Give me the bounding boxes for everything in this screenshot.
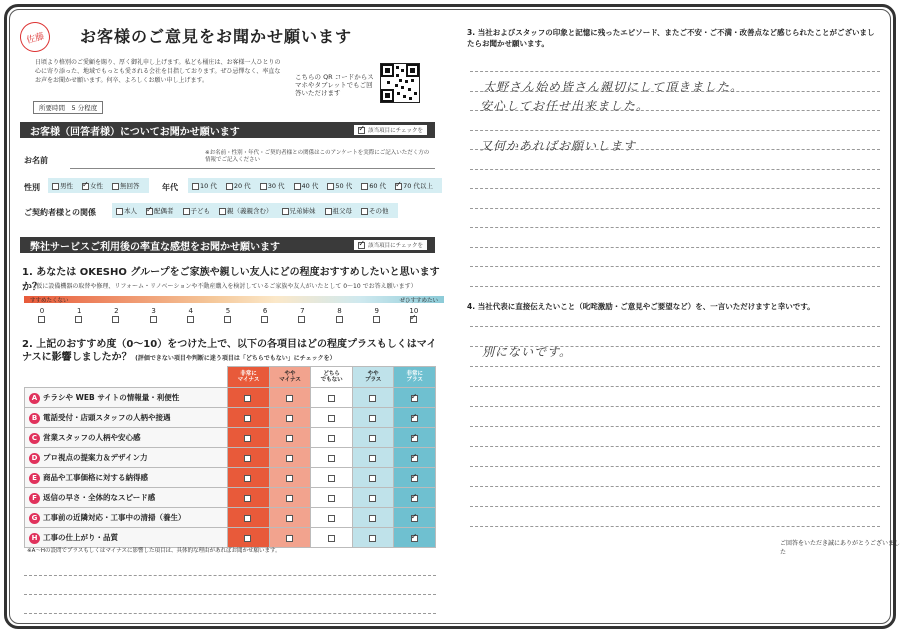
grid-checkbox[interactable] bbox=[286, 455, 293, 462]
item-letter-badge: D bbox=[29, 453, 40, 464]
scale-checkbox[interactable] bbox=[38, 316, 45, 323]
q3-answer-line: 安心してお任せ出来ました。 bbox=[480, 99, 650, 113]
q2-title bbox=[22, 338, 437, 365]
grid-cell[interactable] bbox=[394, 428, 436, 448]
scale-point[interactable] bbox=[247, 307, 283, 323]
age-option-label: 40 代 bbox=[301, 182, 319, 190]
answer-line[interactable] bbox=[470, 247, 880, 248]
scale-number: 1 bbox=[76, 307, 82, 315]
gender-label: 性別 bbox=[24, 183, 40, 192]
grid-checkbox[interactable] bbox=[328, 415, 335, 422]
grid-cell[interactable] bbox=[269, 488, 311, 508]
grid-checkbox[interactable] bbox=[286, 515, 293, 522]
grid-cell[interactable] bbox=[228, 528, 270, 548]
age-options bbox=[188, 178, 442, 193]
grid-checkbox[interactable] bbox=[411, 415, 418, 422]
grid-cell[interactable] bbox=[394, 448, 436, 468]
section1-title: お客様（回答者様）についてお聞かせ願います bbox=[30, 126, 240, 138]
gender-option-label: 無回答 bbox=[120, 182, 140, 190]
grid-cell[interactable] bbox=[269, 428, 311, 448]
grid-checkbox[interactable] bbox=[244, 435, 251, 442]
grid-row-label: チラシや WEB サイトの情報量・利便性 bbox=[43, 392, 180, 402]
answer-line[interactable] bbox=[470, 169, 880, 170]
grid-cell[interactable] bbox=[228, 388, 270, 408]
grid-cell[interactable] bbox=[311, 408, 353, 428]
grid-row bbox=[25, 528, 436, 548]
gender-option-label: 女性 bbox=[90, 182, 103, 190]
age-option-label: 50 代 bbox=[335, 182, 353, 190]
section2-header bbox=[20, 237, 435, 253]
grid-checkbox[interactable] bbox=[286, 495, 293, 502]
reason-line[interactable] bbox=[24, 575, 436, 576]
relation-checkbox[interactable] bbox=[219, 208, 226, 215]
age-checkbox[interactable] bbox=[395, 183, 402, 190]
gender-options bbox=[48, 178, 149, 193]
grid-checkbox[interactable] bbox=[411, 495, 418, 502]
answer-line[interactable] bbox=[470, 506, 880, 507]
scale-point[interactable] bbox=[359, 307, 395, 323]
recommend-scale-bar bbox=[24, 296, 444, 303]
grid-row bbox=[25, 508, 436, 528]
q2-footnote: ※A〜Hの設問でプラスもしくはマイナスに影響した項目は、具体的な理由があればお聞かせ願います。 bbox=[27, 548, 281, 554]
answer-line[interactable] bbox=[470, 227, 880, 228]
reason-line[interactable] bbox=[24, 613, 436, 614]
received-stamp: 佐藤 bbox=[17, 19, 54, 56]
grid-cell[interactable] bbox=[394, 528, 436, 548]
gender-option-label: 男性 bbox=[60, 182, 73, 190]
gender-checkbox[interactable] bbox=[52, 183, 59, 190]
grid-cell[interactable] bbox=[352, 488, 394, 508]
grid-checkbox[interactable] bbox=[411, 515, 418, 522]
grid-row bbox=[25, 448, 436, 468]
grid-checkbox[interactable] bbox=[369, 515, 376, 522]
scale-checkbox[interactable] bbox=[150, 316, 157, 323]
grid-row-label: 商品や工事価格に対する納得感 bbox=[43, 472, 148, 482]
scale-checkbox[interactable] bbox=[75, 316, 82, 323]
grid-cell[interactable] bbox=[311, 388, 353, 408]
check-hint bbox=[354, 125, 427, 135]
item-letter-badge: C bbox=[29, 433, 40, 444]
scale-checkbox[interactable] bbox=[187, 316, 194, 323]
answer-line[interactable] bbox=[470, 446, 880, 447]
scale-point[interactable] bbox=[210, 307, 246, 323]
grid-cell[interactable] bbox=[394, 468, 436, 488]
grid-checkbox[interactable] bbox=[328, 535, 335, 542]
relation-checkbox[interactable] bbox=[116, 208, 123, 215]
age-option[interactable] bbox=[395, 181, 433, 190]
scale-checkbox[interactable] bbox=[336, 316, 343, 323]
relation-option-label: 親（義親含む） bbox=[227, 207, 273, 215]
relation-option-label: 祖父母 bbox=[332, 207, 352, 215]
grid-cell[interactable] bbox=[311, 488, 353, 508]
grid-checkbox[interactable] bbox=[369, 495, 376, 502]
grid-checkbox[interactable] bbox=[369, 435, 376, 442]
relation-checkbox[interactable] bbox=[183, 208, 190, 215]
grid-cell[interactable] bbox=[311, 528, 353, 548]
grid-row-label: 電話受付・店頭スタッフの人柄や接遇 bbox=[43, 412, 171, 422]
age-option[interactable] bbox=[192, 181, 217, 190]
relation-option-label: その他 bbox=[369, 207, 389, 215]
grid-checkbox[interactable] bbox=[411, 455, 418, 462]
relation-checkbox[interactable] bbox=[146, 208, 153, 215]
grid-cell[interactable] bbox=[352, 408, 394, 428]
age-checkbox[interactable] bbox=[361, 183, 368, 190]
answer-line[interactable] bbox=[470, 326, 880, 327]
name-field[interactable] bbox=[70, 168, 435, 169]
age-option-label: 10 代 bbox=[200, 182, 217, 190]
gender-option[interactable] bbox=[82, 181, 103, 190]
scale-point[interactable] bbox=[61, 307, 97, 323]
item-letter-badge: G bbox=[29, 513, 40, 524]
item-letter-badge: H bbox=[29, 533, 40, 544]
grid-checkbox[interactable] bbox=[328, 435, 335, 442]
age-option-label: 60 代 bbox=[369, 182, 387, 190]
grid-checkbox[interactable] bbox=[244, 415, 251, 422]
answer-line[interactable] bbox=[470, 426, 880, 427]
name-label: お名前 bbox=[24, 156, 48, 165]
scale-high-label: ぜひすすめたい bbox=[399, 297, 438, 304]
relation-option[interactable] bbox=[146, 206, 174, 215]
grid-row bbox=[25, 428, 436, 448]
grid-cell[interactable] bbox=[228, 488, 270, 508]
scale-number: 2 bbox=[114, 307, 119, 315]
grid-checkbox[interactable] bbox=[286, 535, 293, 542]
q3-number: 3. bbox=[467, 28, 476, 37]
section1-header bbox=[20, 122, 435, 138]
scale-number: 5 bbox=[225, 307, 231, 315]
scale-number: 6 bbox=[262, 307, 268, 315]
scale-point[interactable] bbox=[396, 307, 432, 323]
grid-checkbox[interactable] bbox=[411, 475, 418, 482]
grid-column-header: 非常に プラス bbox=[394, 367, 436, 388]
scale-point[interactable] bbox=[173, 307, 209, 323]
q2-number: 2. bbox=[22, 339, 33, 350]
check-hint bbox=[354, 240, 427, 250]
scale-checkbox[interactable] bbox=[261, 316, 268, 323]
q2-sub: (評価できない項目や判断に迷う項目は「どちらでもない」にチェックを） bbox=[135, 355, 336, 362]
grid-cell[interactable] bbox=[311, 508, 353, 528]
age-checkbox[interactable] bbox=[192, 183, 199, 190]
section2-title: 弊社サービスご利用後の率直な感想をお聞かせ願います bbox=[30, 241, 280, 253]
grid-checkbox[interactable] bbox=[244, 535, 251, 542]
grid-checkbox[interactable] bbox=[369, 455, 376, 462]
grid-cell[interactable] bbox=[228, 428, 270, 448]
grid-cell[interactable] bbox=[352, 528, 394, 548]
scale-point[interactable] bbox=[98, 307, 134, 323]
item-letter-badge: F bbox=[29, 493, 40, 504]
scale-checkbox[interactable] bbox=[298, 316, 305, 323]
grid-cell[interactable] bbox=[269, 388, 311, 408]
scale-number: 4 bbox=[188, 307, 193, 315]
grid-row-label: 工事の仕上がり・品質 bbox=[43, 532, 118, 542]
grid-cell[interactable] bbox=[269, 508, 311, 528]
answer-line[interactable] bbox=[470, 286, 880, 287]
q1-text: あなたは OKESHO グループをご家族や親しい友人にどの程度おすすめしたいと思いますか？ bbox=[22, 267, 440, 293]
reason-line[interactable] bbox=[24, 594, 436, 595]
gender-option[interactable] bbox=[52, 181, 73, 190]
grid-checkbox[interactable] bbox=[328, 495, 335, 502]
scale-low-label: すすめたくない bbox=[30, 297, 69, 304]
grid-column-header: どちら でもない bbox=[311, 367, 353, 388]
grid-checkbox[interactable] bbox=[244, 455, 251, 462]
q4-title bbox=[467, 301, 882, 312]
age-checkbox[interactable] bbox=[294, 183, 301, 190]
q3-text: 当社およびスタッフの印象と記憶に残ったエピソード、またご不安・ご不満・改善点など感じられたことがございましたらお聞かせ願います。 bbox=[467, 28, 875, 48]
relation-options bbox=[112, 203, 398, 218]
grid-checkbox[interactable] bbox=[244, 495, 251, 502]
recommend-scale bbox=[24, 307, 432, 323]
grid-row bbox=[25, 468, 436, 488]
grid-row bbox=[25, 408, 436, 428]
check-hint-text: 該当項目にチェックを bbox=[368, 243, 423, 249]
grid-cell[interactable] bbox=[352, 388, 394, 408]
checkbox-icon bbox=[358, 242, 365, 249]
grid-cell[interactable] bbox=[269, 468, 311, 488]
age-option[interactable] bbox=[294, 181, 319, 190]
age-label: 年代 bbox=[162, 183, 178, 192]
grid-checkbox[interactable] bbox=[328, 455, 335, 462]
relation-option[interactable] bbox=[219, 206, 273, 215]
grid-column-header: 非常に マイナス bbox=[228, 367, 270, 388]
item-letter-badge: B bbox=[29, 413, 40, 424]
scale-number: 10 bbox=[409, 307, 419, 315]
grid-row-label: 営業スタッフの人柄や安心感 bbox=[43, 432, 141, 442]
grid-cell[interactable] bbox=[352, 448, 394, 468]
answer-line[interactable] bbox=[470, 130, 880, 131]
age-option-label: 70 代以上 bbox=[403, 182, 433, 190]
grid-cell[interactable] bbox=[311, 468, 353, 488]
grid-checkbox[interactable] bbox=[244, 395, 251, 402]
privacy-note: ※お名前・性別・年代・ご契約者様との関係はこのアンケートを実際にご記入いただく方の情報でご記入ください bbox=[205, 150, 430, 163]
relation-checkbox[interactable] bbox=[361, 208, 368, 215]
grid-cell[interactable] bbox=[394, 508, 436, 528]
relation-option[interactable] bbox=[183, 206, 211, 215]
relation-option[interactable] bbox=[325, 206, 353, 215]
grid-checkbox[interactable] bbox=[328, 475, 335, 482]
grid-checkbox[interactable] bbox=[369, 395, 376, 402]
q2-text: 上記のおすすめ度（0〜10）をつけた上で、以下の各項目はどの程度プラスもしくはマイナスに影響しましたか？ bbox=[22, 339, 437, 363]
scale-point[interactable] bbox=[322, 307, 358, 323]
grid-cell[interactable] bbox=[269, 528, 311, 548]
relation-option[interactable] bbox=[282, 206, 316, 215]
scale-checkbox[interactable] bbox=[410, 316, 417, 323]
answer-line[interactable] bbox=[470, 188, 880, 189]
grid-cell[interactable] bbox=[394, 388, 436, 408]
gender-checkbox[interactable] bbox=[112, 183, 119, 190]
qr-instructions: こちらの QR コードからスマホやタブレットでもご回答いただけます bbox=[295, 73, 374, 97]
item-letter-badge: E bbox=[29, 473, 40, 484]
grid-cell[interactable] bbox=[352, 468, 394, 488]
check-hint-text: 該当項目にチェックを bbox=[368, 128, 423, 134]
scale-number: 3 bbox=[151, 307, 156, 315]
grid-checkbox[interactable] bbox=[286, 435, 293, 442]
grid-checkbox[interactable] bbox=[411, 395, 418, 402]
item-letter-badge: A bbox=[29, 393, 40, 404]
impact-grid bbox=[24, 366, 436, 548]
age-option-label: 20 代 bbox=[233, 182, 251, 190]
grid-checkbox[interactable] bbox=[369, 475, 376, 482]
scale-checkbox[interactable] bbox=[224, 316, 231, 323]
qr-code-icon[interactable] bbox=[380, 63, 420, 103]
answer-line[interactable] bbox=[470, 466, 880, 467]
answer-line[interactable] bbox=[470, 71, 880, 72]
grid-cell[interactable] bbox=[311, 448, 353, 468]
scale-point[interactable] bbox=[24, 307, 60, 323]
relation-option-label: 配偶者 bbox=[154, 207, 174, 215]
grid-row-label: 工事前の近隣対応・工事中の清掃（養生） bbox=[43, 512, 186, 522]
grid-checkbox[interactable] bbox=[369, 415, 376, 422]
grid-checkbox[interactable] bbox=[411, 435, 418, 442]
time-required-badge: 所要時間 5 分程度 bbox=[33, 101, 103, 114]
q4-answer-line: 別にないです。 bbox=[482, 345, 573, 359]
grid-cell[interactable] bbox=[352, 428, 394, 448]
q1-sub: (仮に設備機器の取替や修理、リフォーム・リノベーションや不動産購入を検討しているご家族や友人がいたとして 0〜10 でお答え願います） bbox=[34, 283, 417, 290]
gender-checkbox[interactable] bbox=[82, 183, 89, 190]
grid-cell[interactable] bbox=[269, 408, 311, 428]
grid-cell[interactable] bbox=[394, 408, 436, 428]
relation-option[interactable] bbox=[116, 206, 137, 215]
scale-number: 7 bbox=[300, 307, 305, 315]
q1-number: 1. bbox=[22, 267, 33, 278]
q3-answer-line: 又何かあればお願いします bbox=[480, 139, 637, 153]
answer-line[interactable] bbox=[470, 406, 880, 407]
answer-line[interactable] bbox=[470, 486, 880, 487]
age-option[interactable] bbox=[361, 181, 386, 190]
grid-row-label: 返信の早さ・全体的なスピード感 bbox=[43, 492, 156, 502]
q3-answer-line: 太野さん始め皆さん親切にして頂きました。 bbox=[483, 80, 744, 94]
grid-cell[interactable] bbox=[228, 468, 270, 488]
page-title: お客様のご意見をお聞かせ願います bbox=[80, 27, 353, 46]
answer-line[interactable] bbox=[470, 366, 880, 367]
grid-row-label: プロ視点の提案力＆デザイン力 bbox=[43, 452, 148, 462]
grid-checkbox[interactable] bbox=[244, 515, 251, 522]
grid-checkbox[interactable] bbox=[328, 515, 335, 522]
grid-checkbox[interactable] bbox=[286, 475, 293, 482]
relation-label: ご契約者様との関係 bbox=[24, 208, 96, 217]
gender-option[interactable] bbox=[112, 181, 140, 190]
grid-cell[interactable] bbox=[352, 508, 394, 528]
answer-line[interactable] bbox=[470, 266, 880, 267]
relation-checkbox[interactable] bbox=[325, 208, 332, 215]
age-checkbox[interactable] bbox=[327, 183, 334, 190]
answer-line[interactable] bbox=[470, 526, 880, 527]
thanks-text: ご回答をいただき誠にありがとうございました bbox=[780, 540, 901, 556]
grid-cell[interactable] bbox=[269, 448, 311, 468]
scale-number: 8 bbox=[337, 307, 342, 315]
grid-checkbox[interactable] bbox=[328, 395, 335, 402]
grid-column-header: やや マイナス bbox=[269, 367, 311, 388]
scale-point[interactable] bbox=[284, 307, 320, 323]
grid-checkbox[interactable] bbox=[244, 475, 251, 482]
age-checkbox[interactable] bbox=[226, 183, 233, 190]
grid-cell[interactable] bbox=[228, 448, 270, 468]
answer-line[interactable] bbox=[470, 208, 880, 209]
grid-row bbox=[25, 388, 436, 408]
scale-number: 0 bbox=[39, 307, 45, 315]
age-option[interactable] bbox=[327, 181, 352, 190]
grid-row bbox=[25, 488, 436, 508]
scale-number: 9 bbox=[374, 307, 379, 315]
q4-number: 4. bbox=[467, 302, 476, 311]
grid-cell[interactable] bbox=[228, 508, 270, 528]
scale-checkbox[interactable] bbox=[112, 316, 119, 323]
scale-checkbox[interactable] bbox=[373, 316, 380, 323]
grid-checkbox[interactable] bbox=[411, 535, 418, 542]
age-checkbox[interactable] bbox=[260, 183, 267, 190]
relation-option[interactable] bbox=[361, 206, 389, 215]
age-option[interactable] bbox=[226, 181, 251, 190]
answer-line[interactable] bbox=[470, 386, 880, 387]
relation-option-label: 本人 bbox=[124, 207, 137, 215]
grid-checkbox[interactable] bbox=[369, 535, 376, 542]
relation-option-label: 子ども bbox=[190, 207, 210, 215]
age-option[interactable] bbox=[260, 181, 285, 190]
grid-cell[interactable] bbox=[311, 428, 353, 448]
q4-text: 当社代表に直接伝えたいこと（叱咤激励・ご意見やご要望など）を、一言いただけますと幸いです。 bbox=[477, 302, 815, 311]
grid-checkbox[interactable] bbox=[286, 415, 293, 422]
scale-point[interactable] bbox=[136, 307, 172, 323]
grid-cell[interactable] bbox=[228, 408, 270, 428]
q3-title bbox=[467, 27, 882, 49]
grid-cell[interactable] bbox=[394, 488, 436, 508]
relation-checkbox[interactable] bbox=[282, 208, 289, 215]
grid-column-header: やや プラス bbox=[352, 367, 394, 388]
checkbox-icon bbox=[358, 127, 365, 134]
grid-checkbox[interactable] bbox=[286, 395, 293, 402]
age-option-label: 30 代 bbox=[267, 182, 285, 190]
relation-option-label: 兄弟姉妹 bbox=[289, 207, 316, 215]
intro-text: 日頃より格別のご愛顧を賜り、厚く御礼申し上げます。私ども桶庄は、お客様一人ひとりの心に寄り添った、地域でもっとも愛される会社を目指しております。ぜひ忌憚なく、率直なお声をお聞かせ願います。何卒、よろしくお願い申し上げます。 bbox=[35, 59, 281, 84]
